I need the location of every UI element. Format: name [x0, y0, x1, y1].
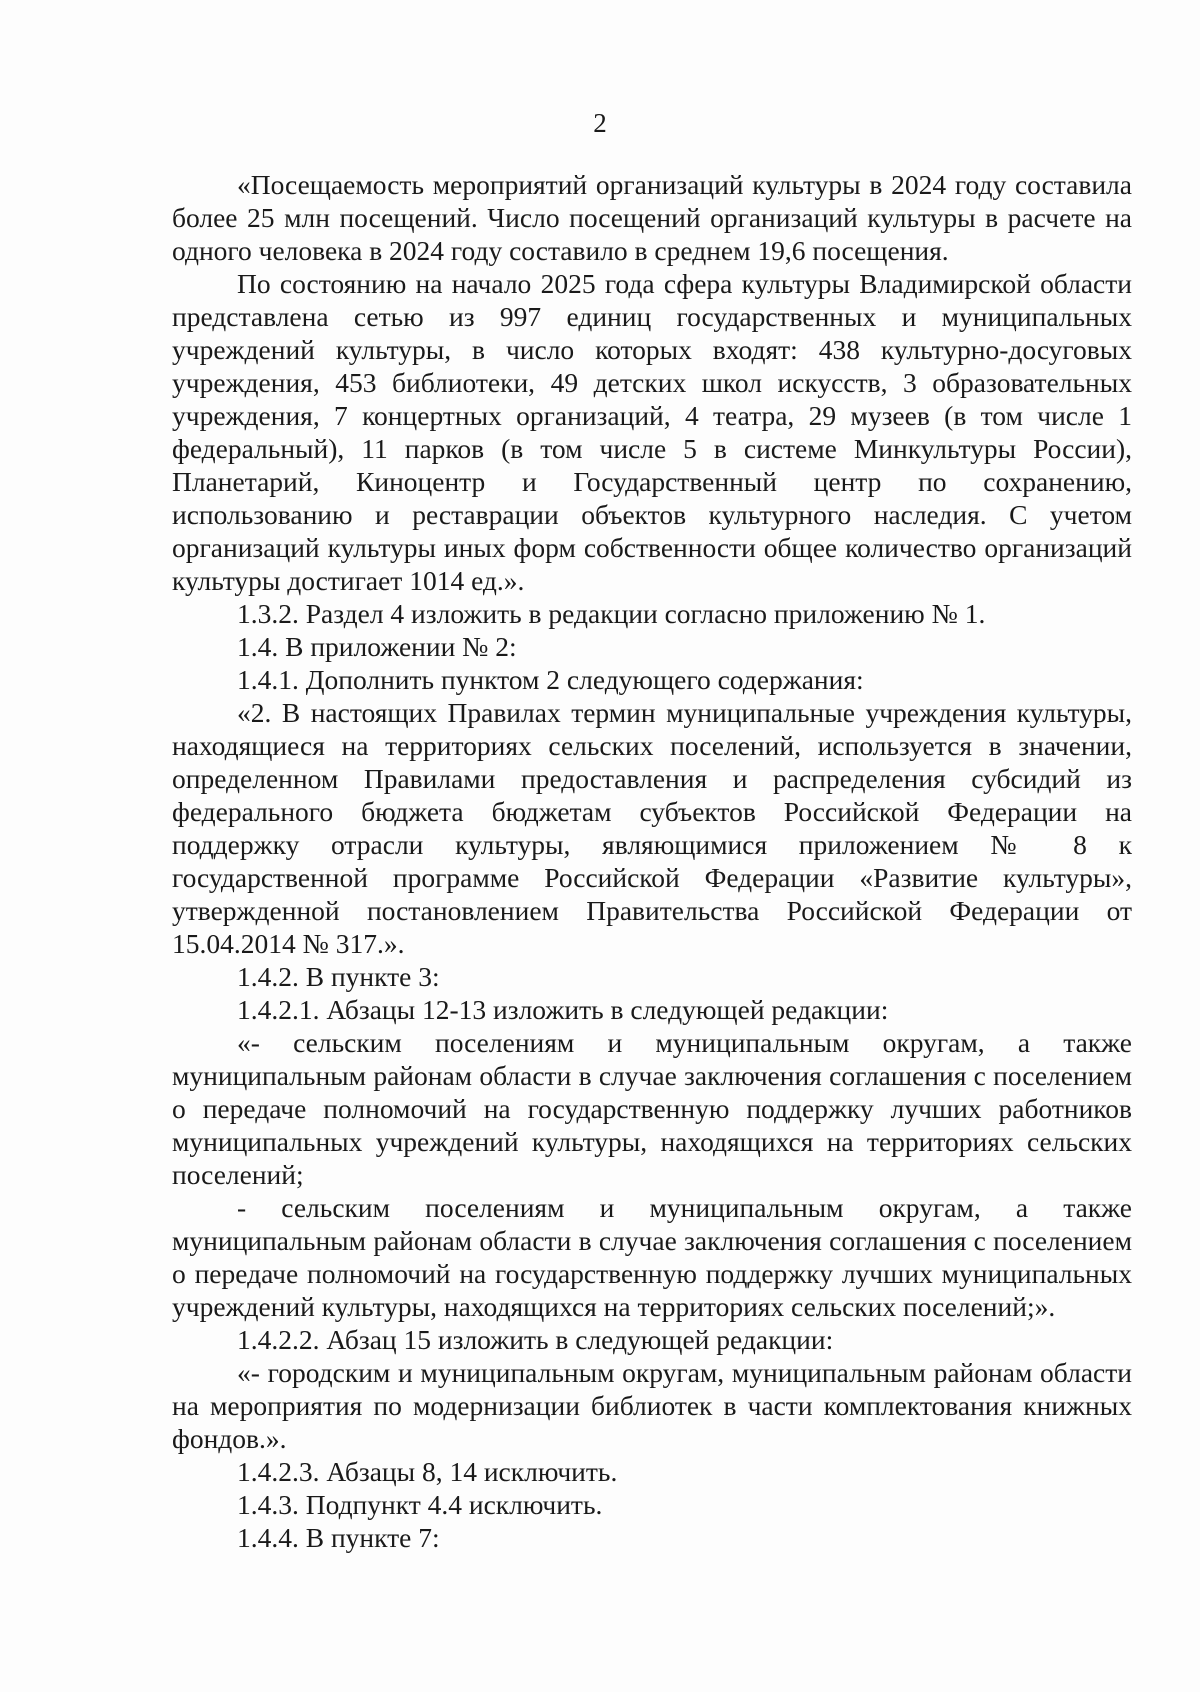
paragraph-attendance: «Посещаемость мероприятий организаций культуры в 2024 году составила более 25 млн посещений. Число посещений организаций культуры в расчете на одного человека в 2024 году составило в среднем 19,6 посещения.	[172, 169, 1132, 266]
paragraph-rule-2: «2. В настоящих Правилах термин муниципальные учреждения культуры, находящиеся на территориях сельских поселений, используется в значении, определенном Правилами предоставления и распределения субсидий из федерального бюджета бюджетам субъектов Российской Федерации на поддержку отрасли культуры, являющимися приложением № 8 к государственной программе Российской Федерации «Развитие культуры», утвержденной постановлением Правительства Российской Федерации от 15.04.2014 № 317.».	[172, 697, 1132, 959]
paragraph-1-4-2-3: 1.4.2.3. Абзацы 8, 14 исключить.	[237, 1456, 618, 1487]
paragraph-rural-institutions: - сельским поселениям и муниципальным округам, а также муниципальным районам области в случае заключения соглашения с поселением о передаче полномочий на государственную поддержку лучших муниципальных учреждений культуры, находящихся на территориях сельских поселений;».	[172, 1192, 1132, 1322]
paragraph-1-4-2-2: 1.4.2.2. Абзац 15 изложить в следующей редакции:	[237, 1324, 834, 1355]
paragraph-1-4-1: 1.4.1. Дополнить пунктом 2 следующего содержания:	[237, 664, 864, 695]
page-number: 2	[593, 108, 607, 138]
paragraph-1-4-2-1: 1.4.2.1. Абзацы 12-13 изложить в следующей редакции:	[237, 994, 889, 1025]
paragraph-1-4: 1.4. В приложении № 2:	[237, 631, 517, 662]
document-body	[172, 168, 1132, 1554]
paragraph-culture-network: По состоянию на начало 2025 года сфера культуры Владимирской области представлена сетью из 997 единиц государственных и муниципальных учреждений культуры, в число которых входят: 438 культурно-досуговых учреждения, 453 библиотеки, 49 детских школ искусств, 3 образовательных учреждения, 7 концертных организаций, 4 театра, 29 музеев (в том числе 1 федеральный), 11 парков (в том числе 5 в системе Минкультуры России), Планетарий, Киноцентр и Государственный центр по сохранению, использованию и реставрации объектов культурного наследия. С учетом организаций культуры иных форм собственности общее количество организаций культуры достигает 1014 ед.».	[172, 268, 1132, 596]
paragraph-1-4-3: 1.4.3. Подпункт 4.4 исключить.	[237, 1489, 603, 1520]
paragraph-libraries: «- городским и муниципальным округам, муниципальным районам области на мероприятия по модернизации библиотек в части комплектования книжных фондов.».	[172, 1357, 1132, 1454]
paragraph-1-3-2: 1.3.2. Раздел 4 изложить в редакции согласно приложению № 1.	[237, 598, 986, 629]
paragraph-1-4-2: 1.4.2. В пункте 3:	[237, 961, 440, 992]
paragraph-rural-workers: «- сельским поселениям и муниципальным округам, а также муниципальным районам области в случае заключения соглашения с поселением о передаче полномочий на государственную поддержку лучших работников муниципальных учреждений культуры, находящихся на территориях сельских поселений;	[172, 1027, 1132, 1190]
paragraph-1-4-4: 1.4.4. В пункте 7:	[237, 1522, 440, 1553]
